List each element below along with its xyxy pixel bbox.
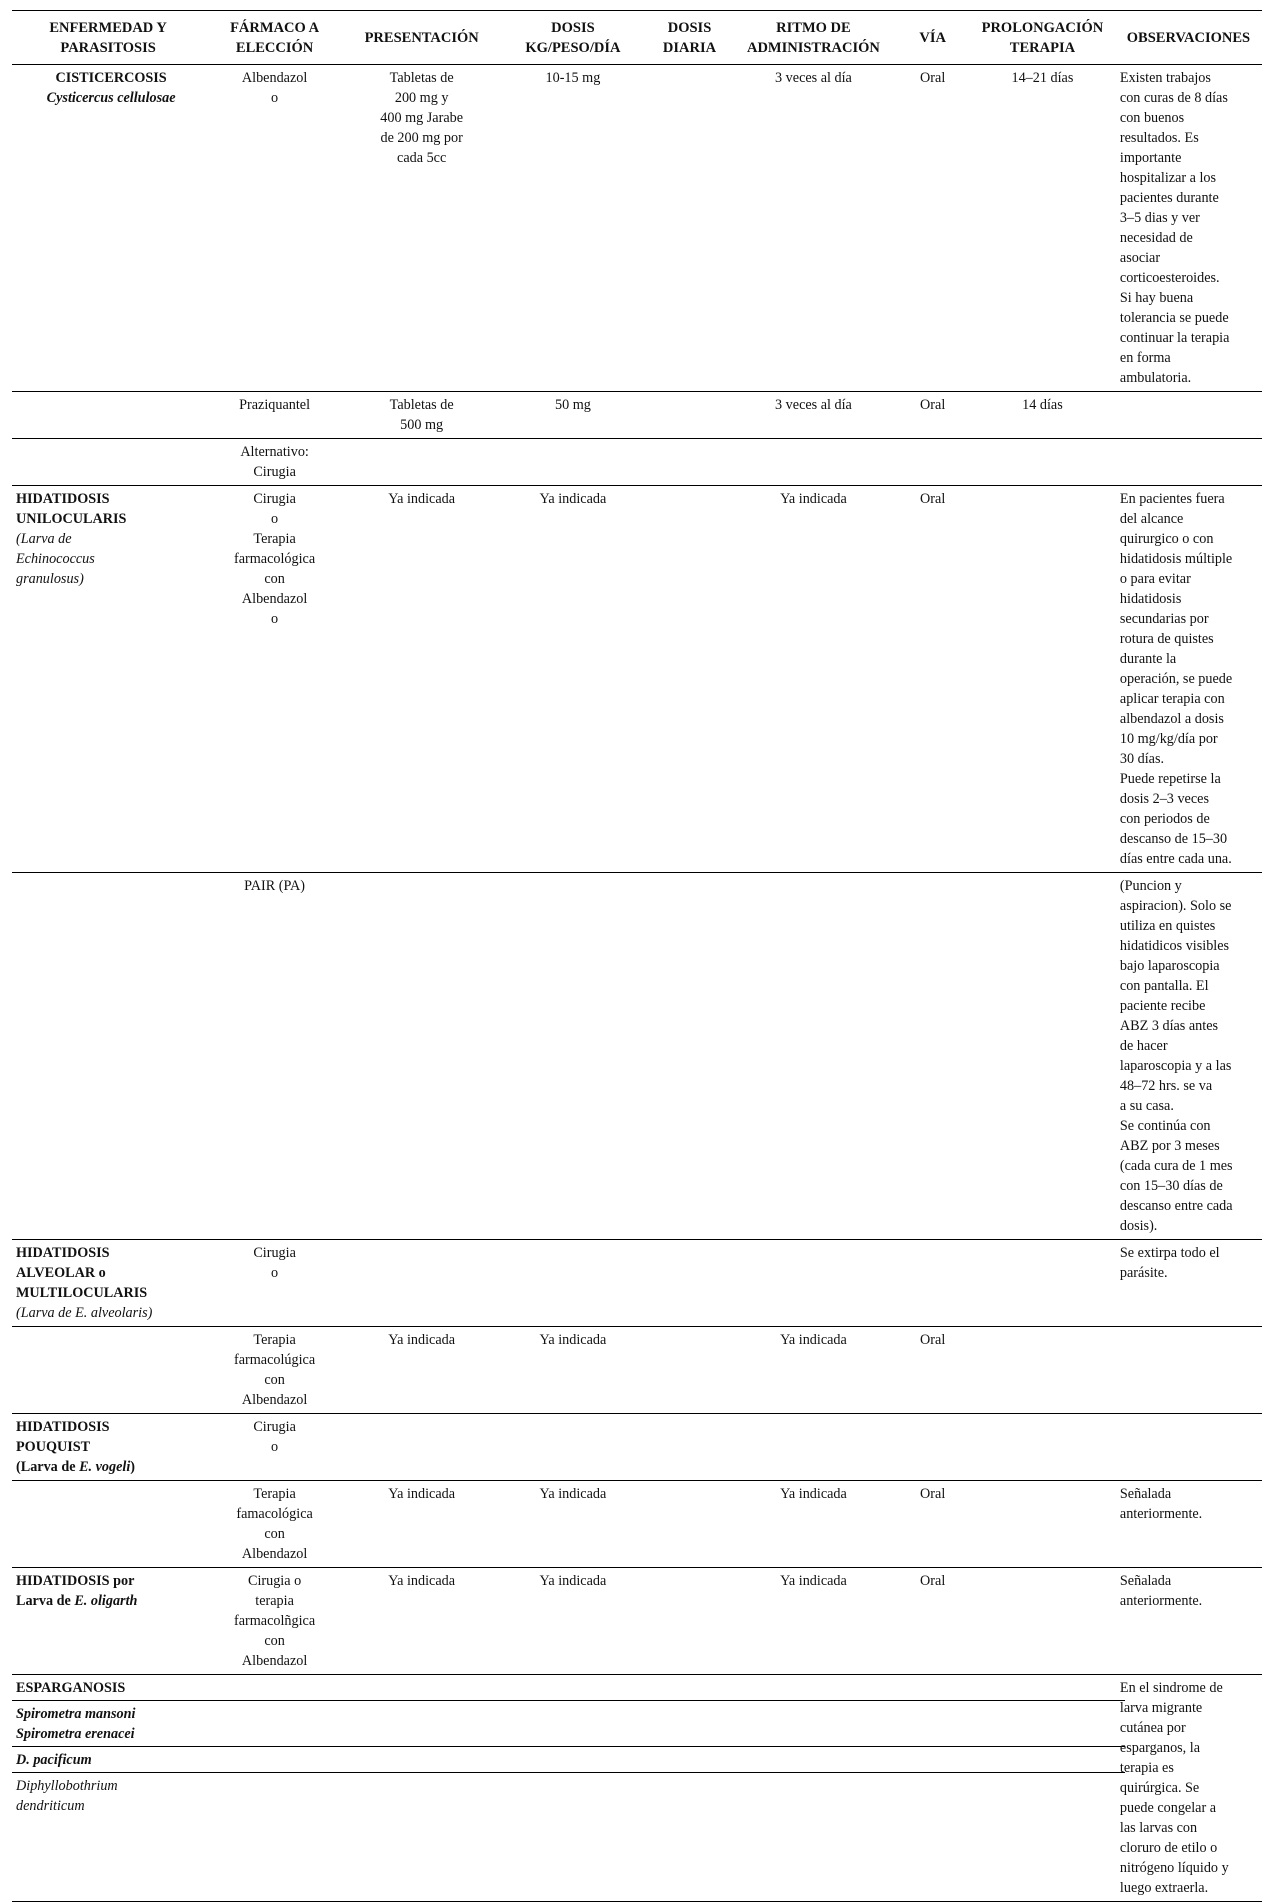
- table-row-hidatidosis-alveolar: [12, 1240, 1262, 1327]
- drug-cell: Cirugia o terapia farmacolñgica con Albendazol: [234, 1573, 316, 1669]
- drug-cell: Alternativo: Cirugia: [240, 444, 309, 480]
- dose-kg-cell: Ya indicada: [539, 1573, 607, 1589]
- esparganosis-title: ESPARGANOSIS: [16, 1680, 126, 1696]
- duration-cell: 14–21 días: [1011, 70, 1074, 86]
- drug-cell: Terapia famacológica con Albendazol: [236, 1486, 313, 1562]
- presentation-cell: Ya indicada: [388, 1573, 456, 1589]
- table-row-praziquantel: [12, 392, 1262, 439]
- rhythm-cell: 3 veces al día: [775, 397, 852, 413]
- table-row-hidatidosis-oligarth: [12, 1568, 1262, 1675]
- presentation-cell: Tabletas de 200 mg y 400 mg Jarabe de 200 mg por cada 5cc: [380, 70, 464, 166]
- duration-cell: 14 días: [1022, 397, 1063, 413]
- table-row-cisticercosis: [12, 65, 1262, 392]
- observations-cell: Se extirpa todo el parásite.: [1119, 1245, 1220, 1281]
- disease-cell: HIDATIDOSIS ALVEOLAR o MULTILOCULARIS (Larva de E. alveolaris): [16, 1245, 153, 1321]
- disease-cell: [12, 1327, 204, 1414]
- presentation-cell: Ya indicada: [388, 1332, 456, 1348]
- route-cell: Oral: [920, 491, 946, 507]
- presentation-cell: Ya indicada: [388, 491, 456, 507]
- rhythm-cell: Ya indicada: [780, 1332, 847, 1348]
- table-row-terapia-alveolar: [12, 1327, 1262, 1414]
- route-cell: Oral: [920, 1332, 946, 1348]
- dose-daily-cell: [647, 65, 731, 392]
- esparganosis-species-cell: ESPARGANOSIS Spirometra mansoni Spirometra erenacei D. pacificum Diphyllobothrium dendriticum: [12, 1675, 1115, 1902]
- header-ritmo: RITMO DE ADMINISTRACIÓN: [746, 20, 880, 56]
- rhythm-cell: 3 veces al día: [775, 70, 852, 86]
- table-row-hidatidosis-pouquist: [12, 1414, 1262, 1481]
- dose-daily-cell: [647, 392, 731, 439]
- header-via: VÍA: [919, 30, 946, 46]
- drug-cell: Cirugia o: [253, 1419, 296, 1455]
- dose-kg-cell: Ya indicada: [539, 491, 607, 507]
- table-row-hidatidosis-unilocularis: [12, 486, 1262, 873]
- route-cell: Oral: [920, 1573, 946, 1589]
- table-header-row: [12, 11, 1262, 65]
- observations-cell: En pacientes fuera del alcance quirurgico o con hidatidosis múltiple o para evitar hidatidosis secundarias por rotura de quistes durante la operación, se puede aplicar terapia con albendazol a dosis 10 mg/kg/día por 30 días. Puede repetirse la dosis 2–3 veces con periodos de descanso de 15–30 días entre cada una.: [1119, 491, 1233, 867]
- route-cell: Oral: [920, 397, 946, 413]
- observations-cell: Señalada anteriormente.: [1119, 1486, 1203, 1522]
- dose-daily-cell: [647, 486, 731, 873]
- disease-cell: [12, 392, 204, 439]
- header-farmaco: FÁRMACO A ELECCIÓN: [230, 20, 320, 56]
- rhythm-cell: Ya indicada: [780, 1486, 847, 1502]
- dose-kg-cell: 50 mg: [554, 397, 591, 413]
- header-enfermedad: ENFERMEDAD Y PARASITOSIS: [49, 20, 167, 56]
- observations-cell: [1115, 392, 1262, 439]
- header-dosis-kg: DOSIS KG/PESO/DÍA: [525, 20, 621, 56]
- disease-cell: HIDATIDOSIS POUQUIST (Larva de E. vogeli): [16, 1419, 136, 1475]
- observations-cell: Existen trabajos con curas de 8 días con buenos resultados. Es importante hospitalizar a los pacientes durante 3–5 dias y ver necesidad de asociar corticoesteroides. Si hay buena tolerancia se puede continuar la terapia en forma ambulatoria.: [1119, 70, 1230, 386]
- header-dosis-diaria: DOSIS DIARIA: [662, 20, 717, 56]
- rhythm-cell: Ya indicada: [780, 491, 847, 507]
- table-row-terapia-pouquist: [12, 1481, 1262, 1568]
- presentation-cell: Ya indicada: [388, 1486, 456, 1502]
- dose-kg-cell: Ya indicada: [539, 1486, 607, 1502]
- table-row-esparganosis: [12, 1675, 1262, 1902]
- header-prolongacion: PROLONGACIÓN TERAPIA: [981, 20, 1104, 56]
- drug-cell: Cirugia o Terapia farmacológica con Albendazol o: [234, 491, 316, 627]
- drug-cell: Albendazol o: [241, 70, 308, 106]
- route-cell: Oral: [920, 70, 946, 86]
- rhythm-cell: Ya indicada: [780, 1573, 847, 1589]
- dose-daily-cell: [647, 1568, 731, 1675]
- drug-cell: Terapia farmacolúgica con Albendazol: [234, 1332, 316, 1408]
- drug-cell: Praziquantel: [239, 397, 311, 413]
- dose-kg-cell: 10-15 mg: [545, 70, 601, 86]
- disease-cell: HIDATIDOSIS UNILOCULARIS (Larva de Echinococcus granulosus): [16, 491, 127, 587]
- drug-table-page: [12, 10, 1262, 1902]
- observations-cell: (Puncion y aspiracion). Solo se utiliza en quistes hidatidicos visibles bajo laparoscopia con pantalla. El paciente recibe ABZ 3 días antes de hacer laparoscopia y a las 48–72 hrs. se va a su casa. Se continúa con ABZ por 3 meses (cada cura de 1 mes con 15–30 días de descanso entre cada dosis).: [1119, 878, 1233, 1234]
- disease-cell: [12, 1481, 204, 1568]
- antiparasitic-treatment-table: [12, 10, 1262, 1902]
- route-cell: Oral: [920, 1486, 946, 1502]
- dose-daily-cell: [647, 1327, 731, 1414]
- presentation-cell: Tabletas de 500 mg: [389, 397, 454, 433]
- header-presentacion: PRESENTACIÓN: [364, 30, 479, 46]
- disease-cell: HIDATIDOSIS por Larva de E. oligarth: [16, 1573, 138, 1609]
- disease-cell: CISTICERCOSIS Cysticercus cellulosae: [46, 70, 176, 106]
- duration-cell: [970, 486, 1115, 873]
- table-row-pair: [12, 873, 1262, 1240]
- drug-cell: PAIR (PA): [244, 878, 306, 894]
- header-observaciones: OBSERVACIONES: [1126, 30, 1251, 46]
- dose-daily-cell: [647, 1481, 731, 1568]
- disease-cell: [12, 873, 204, 1240]
- observations-cell: En el sindrome de larva migrante cutánea por esparganos, la terapia es quirúrgica. Se puede congelar a las larvas con cloruro de etilo o nitrógeno líquido y luego extraerla.: [1119, 1680, 1229, 1896]
- disease-cell: [12, 439, 204, 486]
- drug-cell: Cirugia o: [253, 1245, 296, 1281]
- observations-cell: Señalada anteriormente.: [1119, 1573, 1203, 1609]
- dose-kg-cell: Ya indicada: [539, 1332, 607, 1348]
- table-row-alternativo: [12, 439, 1262, 486]
